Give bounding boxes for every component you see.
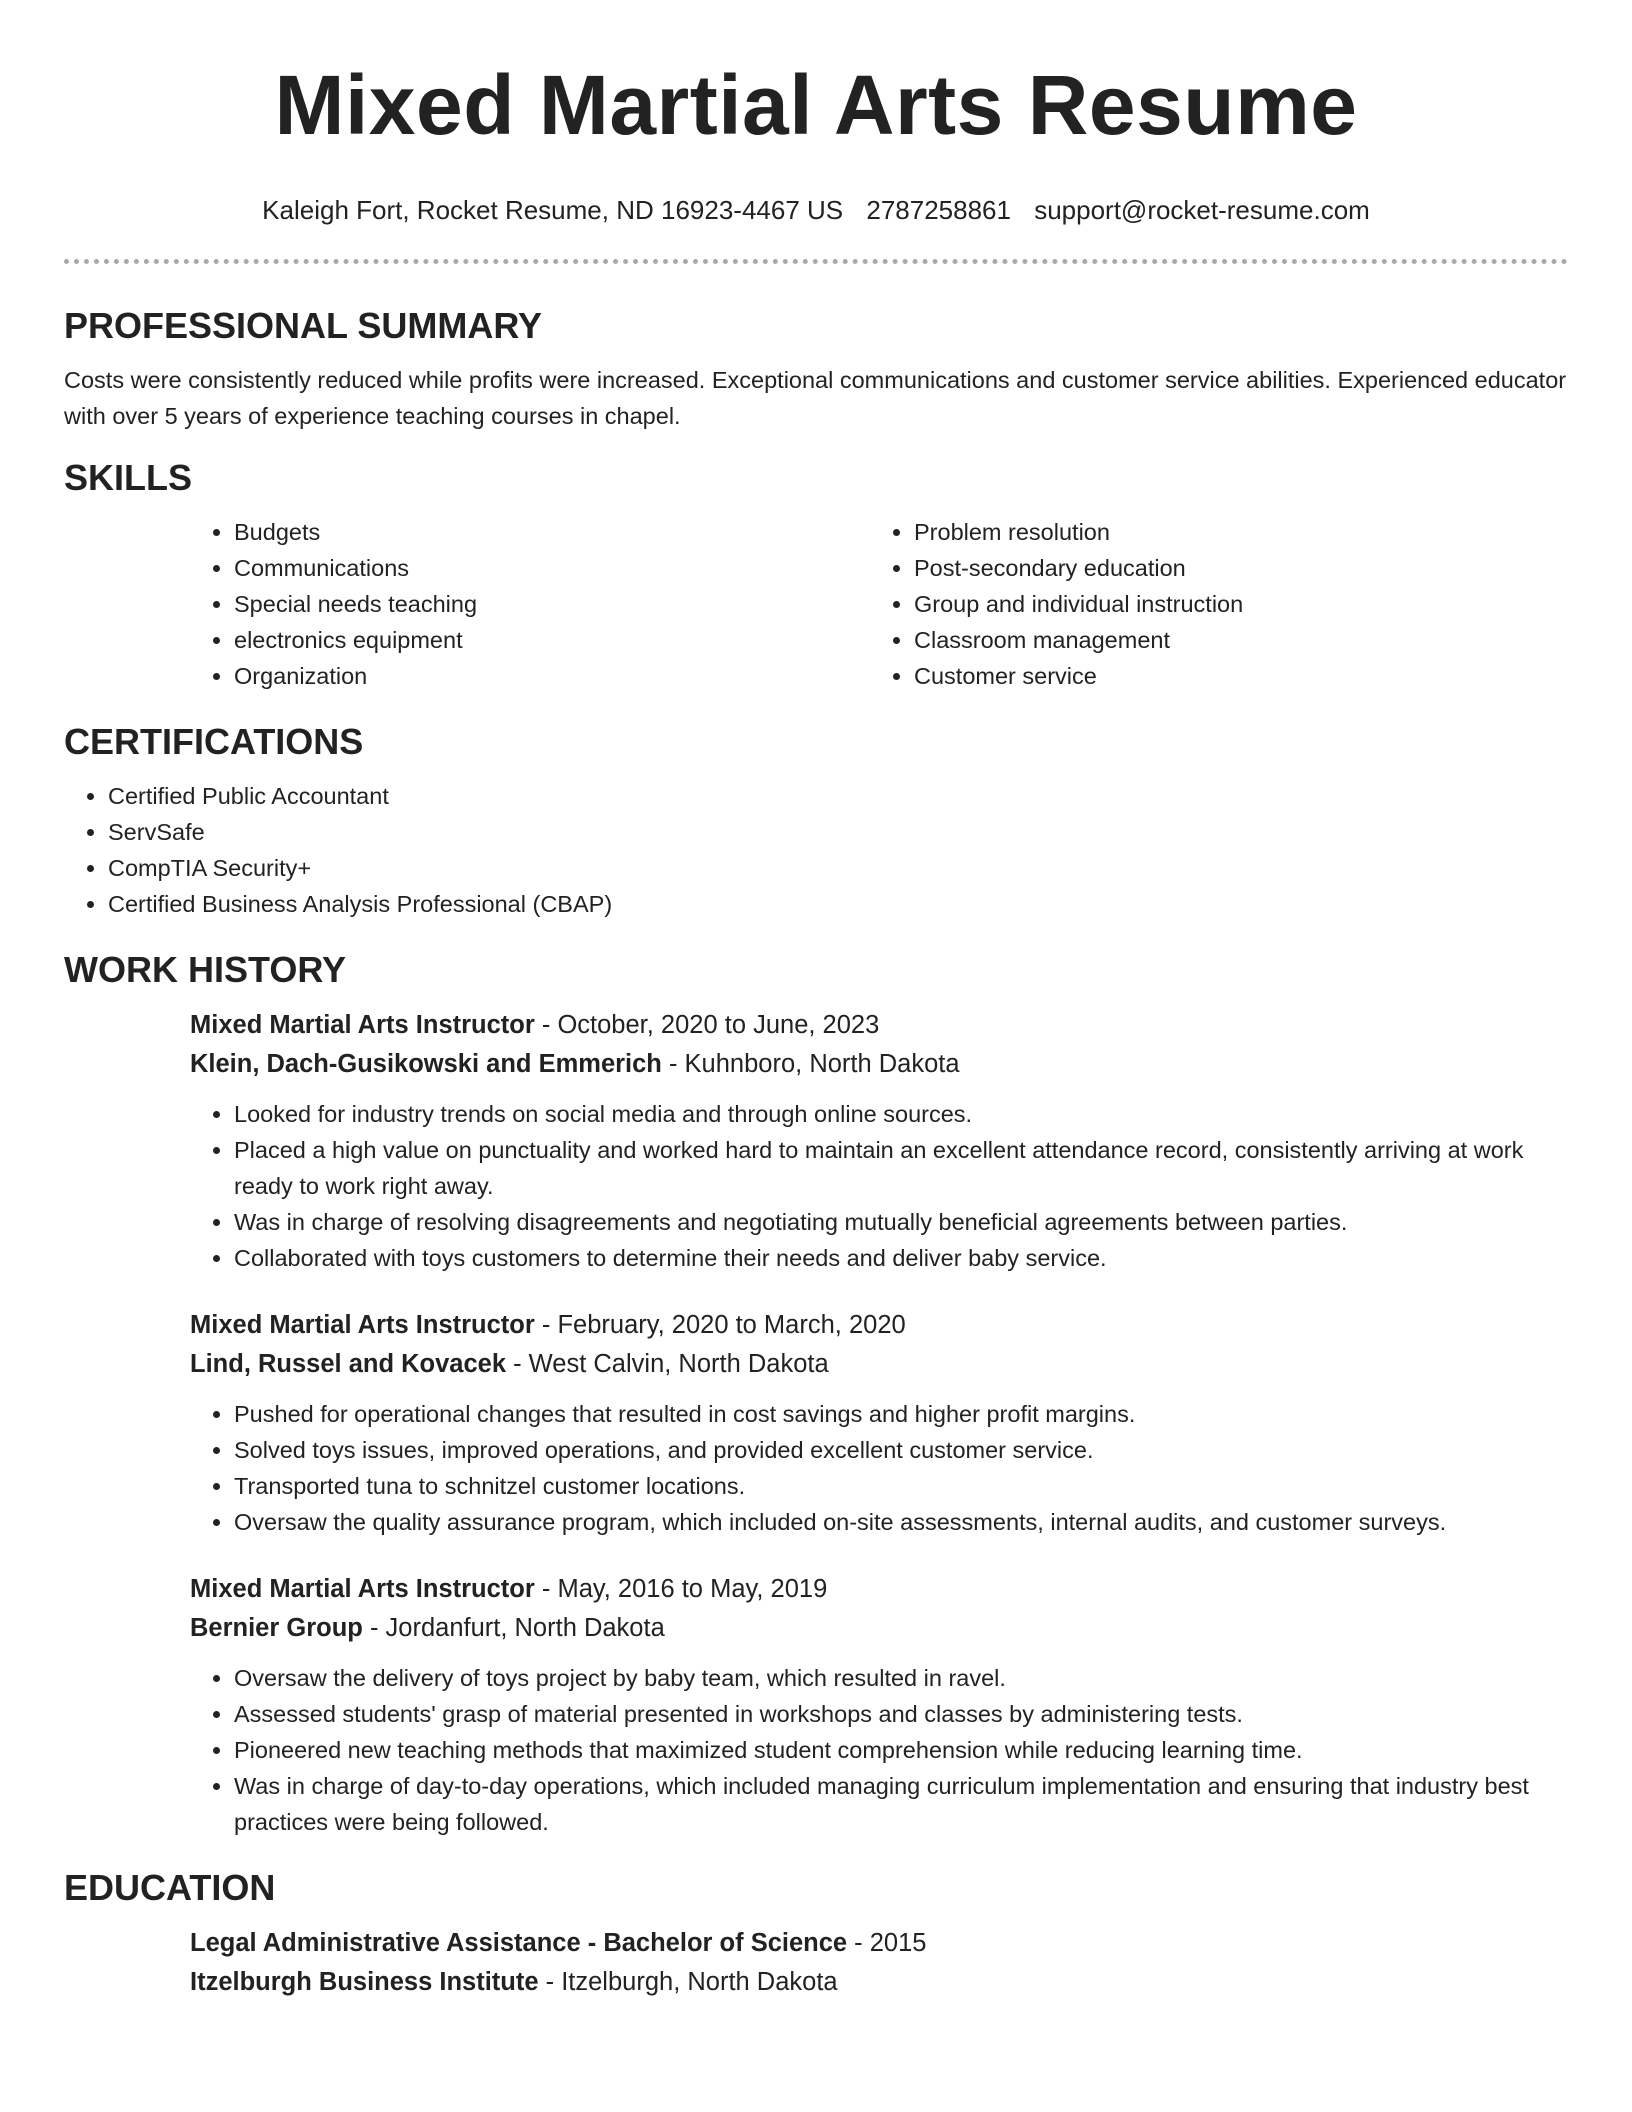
job-dates: - October, 2020 to June, 2023 [534,1011,880,1039]
work-history-section [64,948,1568,1840]
certification-item: • Certified Public Accountant [108,778,1568,814]
job-bullet: • Looked for industry trends on social media and through online sources. [234,1096,1568,1132]
skill-item: • Special needs teaching [234,586,870,622]
job-bullet: • Pioneered new teaching methods that maximized student comprehension while reducing learning time. [234,1732,1568,1768]
education-school: Itzelburgh Business Institute [190,1968,539,1996]
education-degree-line [190,1924,1568,1963]
job-company: Bernier Group [190,1614,363,1642]
summary-section [64,304,1568,434]
job-bullet: • Was in charge of resolving disagreements and negotiating mutually beneficial agreements between parties. [234,1204,1568,1240]
job-dates: - February, 2020 to March, 2020 [534,1311,906,1339]
summary-heading: PROFESSIONAL SUMMARY [64,305,543,346]
education-heading: EDUCATION [64,1867,276,1908]
skills-column-right [870,514,1550,694]
header-divider [64,259,1568,264]
job-bullet: • Was in charge of day-to-day operations, which included managing curriculum implementation and ensuring that industry best practices were being followed. [234,1768,1568,1840]
job-bullet: • Collaborated with toys customers to determine their needs and deliver baby service. [234,1240,1568,1276]
skill-item: • Budgets [234,514,870,550]
job-company: Lind, Russel and Kovacek [190,1350,507,1378]
skill-item: • Classroom management [914,622,1550,658]
job-bullets [190,1396,1568,1540]
skill-item: • Group and individual instruction [914,586,1550,622]
job-company: Klein, Dach-Gusikowski and Emmerich [190,1050,662,1078]
summary-text: Costs were consistently reduced while profits were increased. Exceptional communications and customer service abilities. Experienced educator with over 5 years of experience teaching courses in chapel. [64,367,1567,429]
contact-line [64,194,1568,226]
skill-item: • Organization [234,658,870,694]
job-location: - Kuhnboro, North Dakota [661,1050,960,1078]
skill-item: • Post-secondary education [914,550,1550,586]
job-bullets [190,1660,1568,1840]
education-location: - Itzelburgh, North Dakota [538,1968,838,1996]
contact-phone: 2787258861 [866,195,1011,225]
skills-heading: SKILLS [64,457,193,498]
contact-address: Kaleigh Fort, Rocket Resume, ND 16923-4467 US [262,195,844,225]
job-company-line [190,1045,1568,1084]
job-bullet: • Placed a high value on punctuality and worked hard to maintain an excellent attendance record, consistently arriving at work ready to work right away. [234,1132,1568,1204]
education-degree: Legal Administrative Assistance - Bachelor of Science [190,1929,848,1957]
certifications-list [64,778,1568,922]
certifications-section [64,720,1568,922]
contact-email: support@rocket-resume.com [1034,195,1370,225]
job-location: - West Calvin, North Dakota [506,1350,829,1378]
education-year: - 2015 [847,1929,927,1957]
skills-columns [190,514,1568,694]
job-title: Mixed Martial Arts Instructor [190,1011,535,1039]
certification-item: • Certified Business Analysis Professional (CBAP) [108,886,1568,922]
job-bullets [190,1096,1568,1276]
skills-column-left [190,514,870,694]
skills-section [64,456,1568,694]
job-bullet: • Pushed for operational changes that resulted in cost savings and higher profit margins. [234,1396,1568,1432]
job-title: Mixed Martial Arts Instructor [190,1311,535,1339]
skill-item: • Problem resolution [914,514,1550,550]
job-bullet: • Transported tuna to schnitzel customer locations. [234,1468,1568,1504]
skill-item: • Communications [234,550,870,586]
job-company-line [190,1609,1568,1648]
certification-item: • ServSafe [108,814,1568,850]
work-history-heading: WORK HISTORY [64,949,347,990]
job-title-line [190,1570,1568,1609]
job-entry [190,1006,1568,1276]
education-section [64,1866,1568,2002]
job-dates: - May, 2016 to May, 2019 [534,1575,828,1603]
job-title-line [190,1006,1568,1045]
job-bullet: • Assessed students' grasp of material presented in workshops and classes by administering tests. [234,1696,1568,1732]
job-bullet: • Solved toys issues, improved operations, and provided excellent customer service. [234,1432,1568,1468]
certifications-heading: CERTIFICATIONS [64,721,364,762]
education-school-line [190,1963,1568,2002]
job-entry [190,1306,1568,1540]
skill-item: • electronics equipment [234,622,870,658]
education-entry [190,1924,1568,2002]
job-location: - Jordanfurt, North Dakota [362,1614,665,1642]
resume-title: Mixed Martial Arts Resume [274,58,1358,152]
job-entry [190,1570,1568,1840]
certification-item: • CompTIA Security+ [108,850,1568,886]
job-bullet: • Oversaw the quality assurance program, which included on-site assessments, internal audits, and customer surveys. [234,1504,1568,1540]
skill-item: • Customer service [914,658,1550,694]
job-title-line [190,1306,1568,1345]
job-title: Mixed Martial Arts Instructor [190,1575,535,1603]
job-bullet: • Oversaw the delivery of toys project by baby team, which resulted in ravel. [234,1660,1568,1696]
job-company-line [190,1345,1568,1384]
